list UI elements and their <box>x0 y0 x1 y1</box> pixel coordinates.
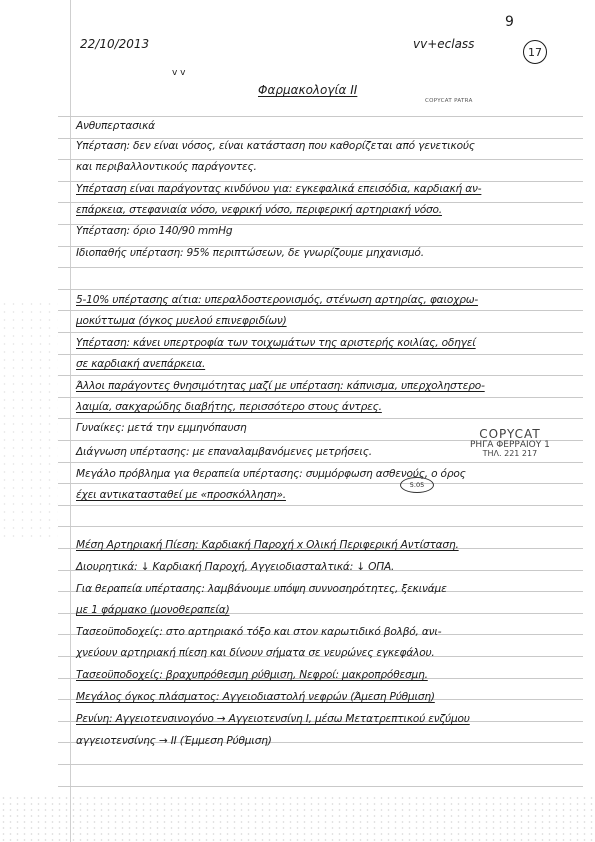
ruled-line <box>58 418 583 419</box>
note-line: Ρενίνη: Αγγειοτενσινογόνο → Αγγειοτενσίνη Ι, μέσω Μετατρεπτικού ενζύμου <box>76 713 470 725</box>
note-line: Διουρητικά: ↓ Καρδιακή Παροχή, Αγγειοδιασταλτικά: ↓ ΟΠΑ. <box>76 561 395 573</box>
note-line: Μεγάλο πρόβλημα για θεραπεία υπέρτασης: συμμόρφωση ασθενούς, ο όρος <box>76 468 466 480</box>
note-line: Τασεοϋποδοχείς: βραχυπρόθεσμη ρύθμιση, Νεφροί: μακροπρόθεσμη. <box>76 669 428 681</box>
ruled-line <box>58 483 583 484</box>
page-number-circle <box>523 40 547 64</box>
ruled-line <box>58 764 583 765</box>
note-line: Τασεοϋποδοχείς: στο αρτηριακό τόξο και στον καρωτιδικό βολβό, ανι- <box>76 626 442 638</box>
note-line: λαιμία, σακχαρώδης διαβήτης, περισσότερο στους άντρες. <box>76 401 382 413</box>
ruled-line <box>58 505 583 506</box>
note-line: σε καρδιακή ανεπάρκεια. <box>76 358 206 370</box>
ruled-line <box>58 786 583 787</box>
stamp-inline: COPYCAT PATRA <box>425 98 473 104</box>
note-line: Ιδιοπαθής υπέρταση: 95% περιπτώσεων, δε γνωρίζουμε μηχανισμό. <box>76 247 424 259</box>
note-line: Μεγάλος όγκος πλάσματος: Αγγειοδιαστολή νεφρών (Άμεση Ρύθμιση) <box>76 691 435 703</box>
ruled-line <box>58 267 583 268</box>
note-line: έχει αντικατασταθεί με «προσκόλληση». <box>76 489 286 501</box>
copycat-stamp <box>470 428 550 458</box>
stamp-line-2: ΡΗΓΑ ΦΕΡΡΑΙΟΥ 1 <box>470 439 550 450</box>
scan-noise-left <box>0 300 58 540</box>
ruled-line <box>58 332 583 333</box>
ruled-line <box>58 116 583 117</box>
scan-noise-bottom <box>0 795 595 842</box>
note-line: χνεύουν αρτηριακή πίεση και δίνουν σήματα σε νευρώνες εγκεφάλου. <box>76 647 435 659</box>
note-line: επάρκεια, στεφανιαία νόσο, νεφρική νόσο, περιφερική αρτηριακή νόσο. <box>76 204 442 216</box>
stamp-line-1: COPYCAT <box>479 427 541 441</box>
class-note: vv+eclass <box>413 37 475 51</box>
margin-line <box>70 0 71 842</box>
page-number: 17 <box>528 45 542 59</box>
note-line: Ανθυπερτασικά <box>76 120 155 132</box>
note-line: Υπέρταση είναι παράγοντας κινδύνου για: εγκεφαλικά επεισόδια, καρδιακή αν- <box>76 183 482 195</box>
ruled-line <box>58 289 583 290</box>
page-title: Φαρμακολογία ΙΙ <box>258 83 358 97</box>
note-line: με 1 φάρμακο (μονοθεραπεία) <box>76 604 230 616</box>
ruled-line <box>58 462 583 463</box>
note-line: Άλλοι παράγοντες θνησιμότητας μαζί με υπέρταση: κάπνισμα, υπερχοληστερο- <box>76 380 485 392</box>
note-line: Υπέρταση: κάνει υπερτροφία των τοιχωμάτων της αριστερής κοιλίας, οδηγεί <box>76 337 476 349</box>
ruled-line <box>58 526 583 527</box>
note-line: Διάγνωση υπέρτασης: με επαναλαμβανόμενες μετρήσεις. <box>76 446 372 458</box>
ruled-line <box>58 138 583 139</box>
ruled-line <box>58 375 583 376</box>
note-date: 22/10/2013 <box>80 37 150 51</box>
note-line: Υπέρταση: όριο 140/90 mmHg <box>76 225 233 237</box>
ruled-line <box>58 397 583 398</box>
circled-note: 5.05 <box>400 477 434 493</box>
note-line: Υπέρταση: δεν είναι νόσος, είναι κατάσταση που καθορίζεται από γενετικούς <box>76 140 475 152</box>
ruled-line <box>58 354 583 355</box>
corner-number: 9 <box>505 14 514 30</box>
note-line: μοκύττωμα (όγκος μυελού επινεφριδίων) <box>76 315 287 327</box>
note-line: αγγειοτενσίνης → ΙΙ (Έμμεση Ρύθμιση) <box>76 735 272 747</box>
note-line: Μέση Αρτηριακή Πίεση: Καρδιακή Παροχή x Ολική Περιφερική Αντίσταση. <box>76 539 459 551</box>
ruled-line <box>58 202 583 203</box>
ruled-line <box>58 159 583 160</box>
check-marks: v v <box>172 68 186 78</box>
note-line: 5-10% υπέρτασης αίτια: υπεραλδοστερονισμός, στένωση αρτηρίας, φαιοχρω- <box>76 294 479 306</box>
note-line: και περιβαλλοντικούς παράγοντες. <box>76 161 257 173</box>
note-line: Γυναίκες: μετά την εμμηνόπαυση <box>76 422 247 434</box>
stamp-line-3: ΤΗΛ. 221 217 <box>482 449 538 459</box>
note-line: Για θεραπεία υπέρτασης: λαμβάνουμε υπόψη συννοσηρότητες, ξεκινάμε <box>76 583 447 595</box>
ruled-line <box>58 310 583 311</box>
ruled-line <box>58 181 583 182</box>
